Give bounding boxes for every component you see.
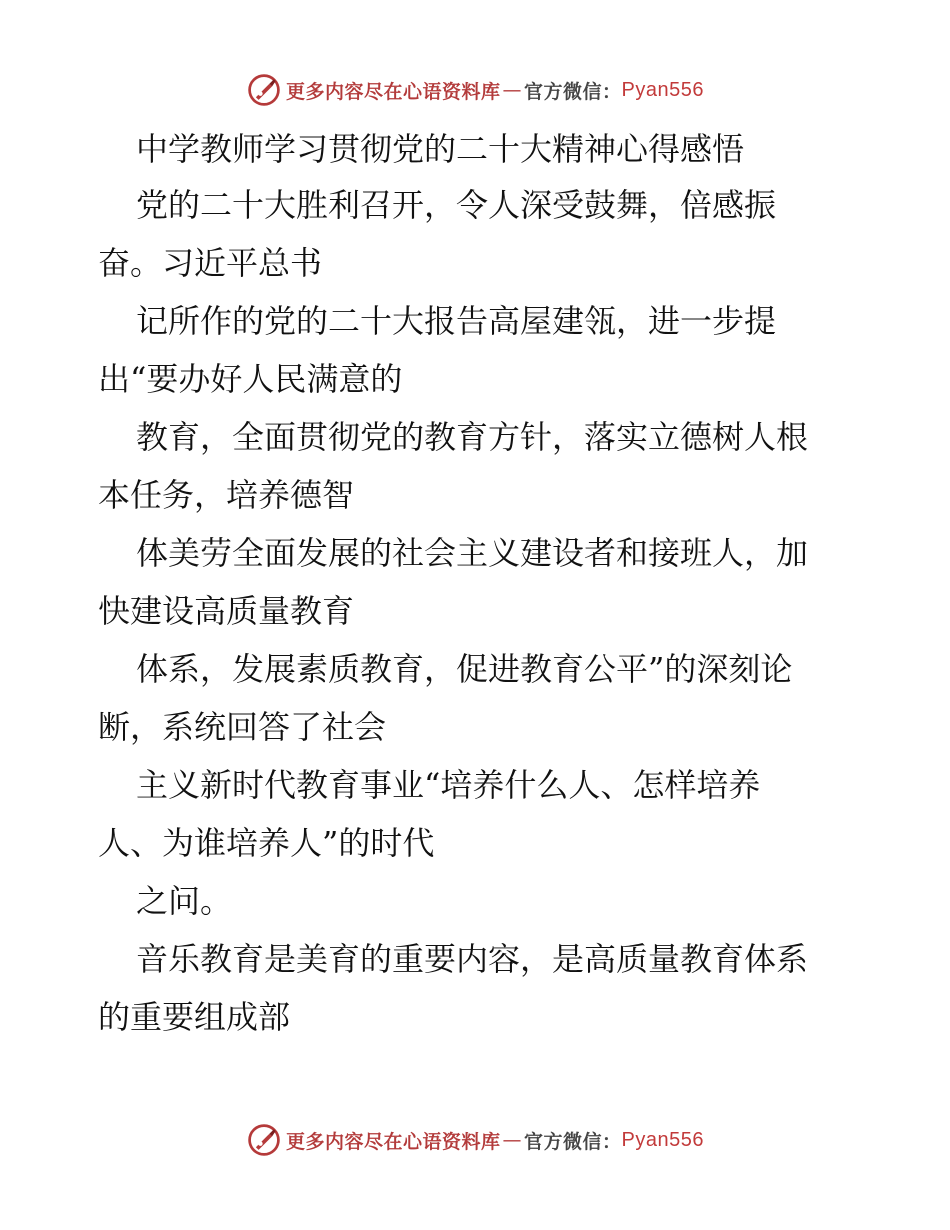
pen-nib-circle-icon <box>246 1122 282 1158</box>
paragraph-line: 党的二十大胜利召开，令人深受鼓舞，倍感振 <box>136 186 777 224</box>
watermark-wechat-id: Pyan556 <box>621 78 704 101</box>
watermark-separator: — <box>502 1129 523 1151</box>
header-watermark <box>0 70 950 110</box>
footer-watermark <box>0 1120 950 1160</box>
watermark-wechat-label: 官方微信： <box>524 80 622 103</box>
watermark-separator: — <box>502 79 523 101</box>
watermark-main-text: 更多内容尽在心语资料库 <box>286 1130 501 1153</box>
paragraph-line: 奋。习近平总书 <box>98 244 323 282</box>
pen-nib-circle-icon <box>246 72 282 108</box>
watermark-main-text: 更多内容尽在心语资料库 <box>286 80 501 103</box>
paragraph-line: 之问。 <box>136 882 233 920</box>
watermark-wechat-label: 官方微信： <box>524 1130 622 1153</box>
paragraph-line: 体美劳全面发展的社会主义建设者和接班人，加 <box>136 534 809 572</box>
watermark-wechat-id: Pyan556 <box>621 1128 704 1151</box>
paragraph-line: 快建设高质量教育 <box>98 592 355 630</box>
paragraph-line: 教育，全面贯彻党的教育方针，落实立德树人根 <box>136 418 809 456</box>
paragraph-line: 主义新时代教育事业“培养什么人、怎样培养 <box>136 766 761 804</box>
paragraph-line: 出“要办好人民满意的 <box>98 360 403 398</box>
paragraph-line: 的重要组成部 <box>98 998 291 1036</box>
paragraph-line: 音乐教育是美育的重要内容，是高质量教育体系 <box>136 940 809 978</box>
document-title: 中学教师学习贯彻党的二十大精神心得感悟 <box>136 130 745 168</box>
paragraph-line: 人、为谁培养人”的时代 <box>98 824 435 862</box>
paragraph-line: 体系，发展素质教育，促进教育公平”的深刻论 <box>136 650 793 688</box>
paragraph-line: 记所作的党的二十大报告高屋建瓴，进一步提 <box>136 302 777 340</box>
paragraph-line: 断，系统回答了社会 <box>98 708 387 746</box>
paragraph-line: 本任务，培养德智 <box>98 476 355 514</box>
